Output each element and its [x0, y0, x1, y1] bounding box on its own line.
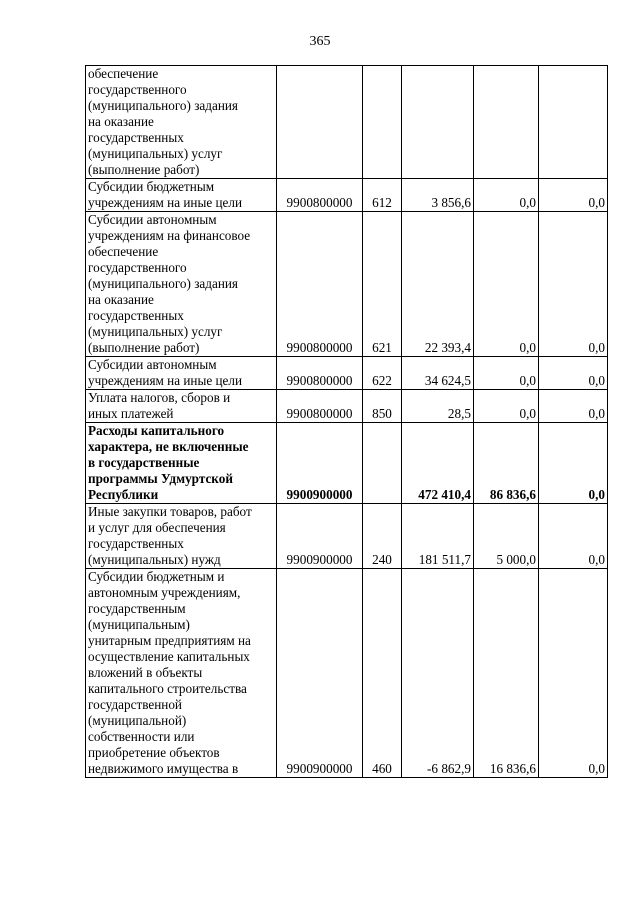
row-expense-type-cell: 612 [363, 179, 402, 212]
row-code-cell: 9900900000 [277, 504, 363, 569]
row-amount-2-cell: 86 836,6 [474, 423, 539, 504]
row-name-cell: Субсидии автономным учреждениям на иные цели [86, 357, 277, 390]
row-name-cell: Субсидии автономным учреждениям на финансовое обеспечение государственного (муниципального) задания на оказание государственных (муниципальных) услуг (выполнение работ) [86, 212, 277, 357]
row-amount-3-cell: 0,0 [539, 179, 608, 212]
table-row [86, 390, 608, 423]
row-expense-type-cell: 622 [363, 357, 402, 390]
row-expense-type-cell: 621 [363, 212, 402, 357]
row-amount-2-cell: 0,0 [474, 357, 539, 390]
row-amount-1-cell: 181 511,7 [402, 504, 474, 569]
row-amount-1-cell [402, 66, 474, 179]
row-amount-1-cell: 34 624,5 [402, 357, 474, 390]
row-amount-1-cell: 472 410,4 [402, 423, 474, 504]
row-expense-type-cell: 460 [363, 569, 402, 778]
table-row [86, 569, 608, 778]
table-row [86, 179, 608, 212]
table-row [86, 66, 608, 179]
row-amount-1-cell: 28,5 [402, 390, 474, 423]
row-expense-type-cell [363, 423, 402, 504]
row-amount-3-cell: 0,0 [539, 504, 608, 569]
row-name-cell: Расходы капитального характера, не включенные в государственные программы Удмуртской Республики [86, 423, 277, 504]
row-name-cell: Уплата налогов, сборов и иных платежей [86, 390, 277, 423]
table-row [86, 423, 608, 504]
row-code-cell: 9900900000 [277, 569, 363, 778]
row-name-cell: Субсидии бюджетным и автономным учреждениям, государственным (муниципальным) унитарным предприятиям на осуществление капитальных вложений в объекты капитального строительства государственной (муниципальной) собственности или приобретение объектов недвижимого имущества в [86, 569, 277, 778]
row-code-cell: 9900800000 [277, 212, 363, 357]
row-amount-2-cell: 0,0 [474, 179, 539, 212]
row-amount-3-cell: 0,0 [539, 390, 608, 423]
row-amount-2-cell: 16 836,6 [474, 569, 539, 778]
budget-table [85, 65, 608, 778]
row-amount-3-cell: 0,0 [539, 357, 608, 390]
row-amount-3-cell: 0,0 [539, 423, 608, 504]
row-amount-2-cell: 0,0 [474, 212, 539, 357]
row-amount-2-cell: 0,0 [474, 390, 539, 423]
row-name-cell: Иные закупки товаров, работ и услуг для обеспечения государственных (муниципальных) нужд [86, 504, 277, 569]
row-amount-1-cell: 22 393,4 [402, 212, 474, 357]
row-amount-2-cell: 5 000,0 [474, 504, 539, 569]
budget-table-body [86, 66, 608, 778]
row-amount-3-cell: 0,0 [539, 569, 608, 778]
row-code-cell: 9900900000 [277, 423, 363, 504]
table-row [86, 357, 608, 390]
row-amount-1-cell: 3 856,6 [402, 179, 474, 212]
table-row [86, 212, 608, 357]
row-code-cell: 9900800000 [277, 179, 363, 212]
row-name-cell: Субсидии бюджетным учреждениям на иные цели [86, 179, 277, 212]
row-amount-1-cell: -6 862,9 [402, 569, 474, 778]
row-code-cell: 9900800000 [277, 390, 363, 423]
row-code-cell: 9900800000 [277, 357, 363, 390]
row-expense-type-cell: 240 [363, 504, 402, 569]
row-name-cell: обеспечение государственного (муниципального) задания на оказание государственных (муниципальных) услуг (выполнение работ) [86, 66, 277, 179]
row-code-cell [277, 66, 363, 179]
row-expense-type-cell: 850 [363, 390, 402, 423]
table-row [86, 504, 608, 569]
row-amount-2-cell [474, 66, 539, 179]
row-amount-3-cell: 0,0 [539, 212, 608, 357]
row-amount-3-cell [539, 66, 608, 179]
page-number: 365 [309, 34, 331, 49]
row-expense-type-cell [363, 66, 402, 179]
